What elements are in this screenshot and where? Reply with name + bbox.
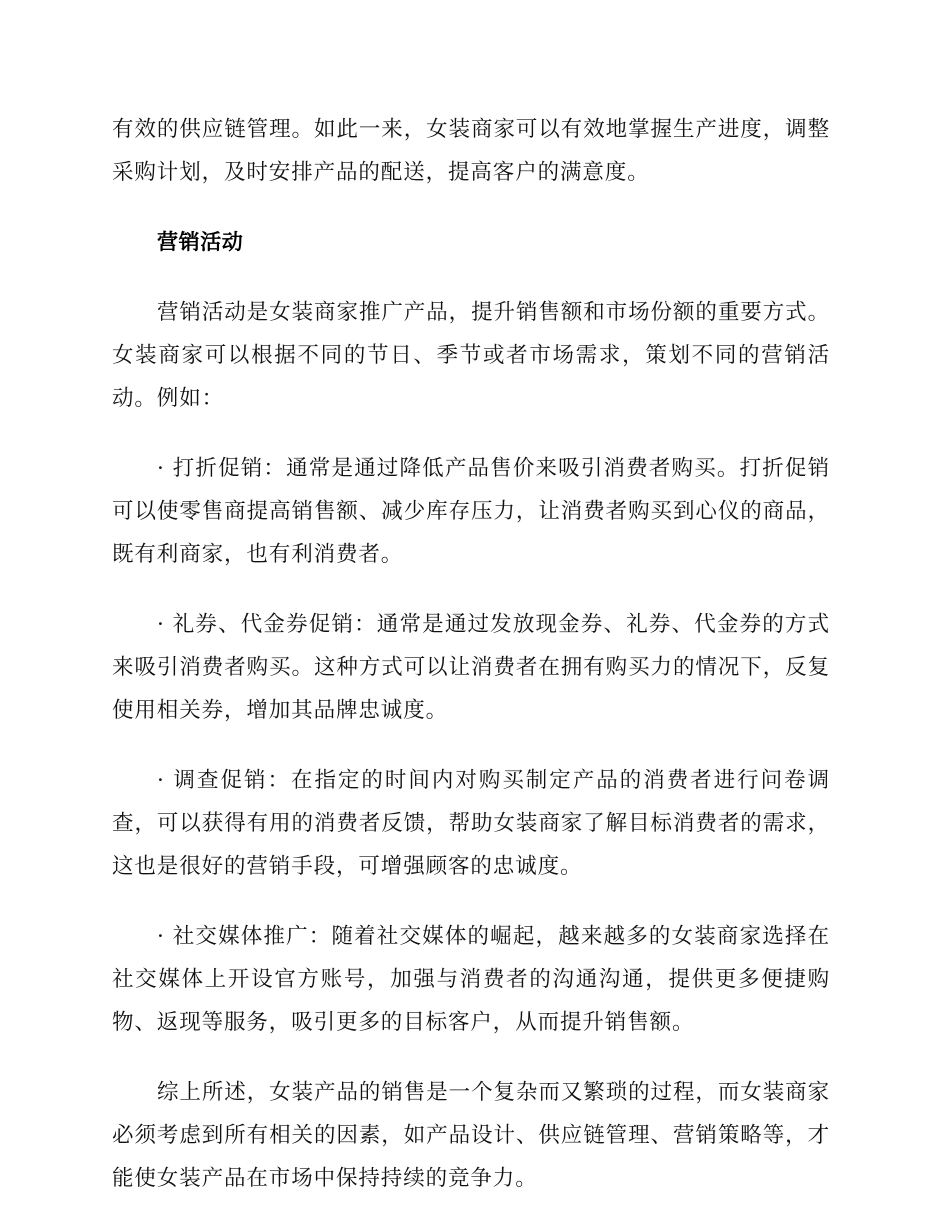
bullet-discount-promotion: · 打折促销：通常是通过降低产品售价来吸引消费者购买。打折促销可以使零售商提高销售额、减少库存压力，让消费者购买到心仪的商品，既有利商家，也有利消费者。 bbox=[112, 456, 830, 567]
bullet-coupon-promotion: · 礼券、代金券促销：通常是通过发放现金券、礼券、代金券的方式来吸引消费者购买。这种方式可以让消费者在拥有购买力的情况下，反复使用相关券，增加其品牌忠诚度。 bbox=[112, 612, 830, 723]
section-intro-paragraph: 营销活动是女装商家推广产品，提升销售额和市场份额的重要方式。女装商家可以根据不同的节日、季节或者市场需求，策划不同的营销活动。例如： bbox=[112, 300, 830, 411]
bullet-social-media-promotion: · 社交媒体推广：随着社交媒体的崛起，越来越多的女装商家选择在社交媒体上开设官方账号，加强与消费者的沟通沟通，提供更多便捷购物、返现等服务，吸引更多的目标客户，从而提升销售额。 bbox=[112, 924, 830, 1035]
document-body bbox=[112, 108, 830, 1227]
conclusion-paragraph: 综上所述，女装产品的销售是一个复杂而又繁琐的过程，而女装商家必须考虑到所有相关的因素，如产品设计、供应链管理、营销策略等，才能使女装产品在市场中保持持续的竞争力。 bbox=[112, 1080, 830, 1191]
section-heading: 营销活动 bbox=[157, 230, 244, 254]
intro-paragraph: 有效的供应链管理。如此一来，女装商家可以有效地掌握生产进度，调整采购计划，及时安排产品的配送，提高客户的满意度。 bbox=[112, 117, 830, 185]
bullet-survey-promotion: · 调查促销：在指定的时间内对购买制定产品的消费者进行问卷调查，可以获得有用的消费者反馈，帮助女装商家了解目标消费者的需求，这也是很好的营销手段，可增强顾客的忠诚度。 bbox=[112, 768, 830, 879]
